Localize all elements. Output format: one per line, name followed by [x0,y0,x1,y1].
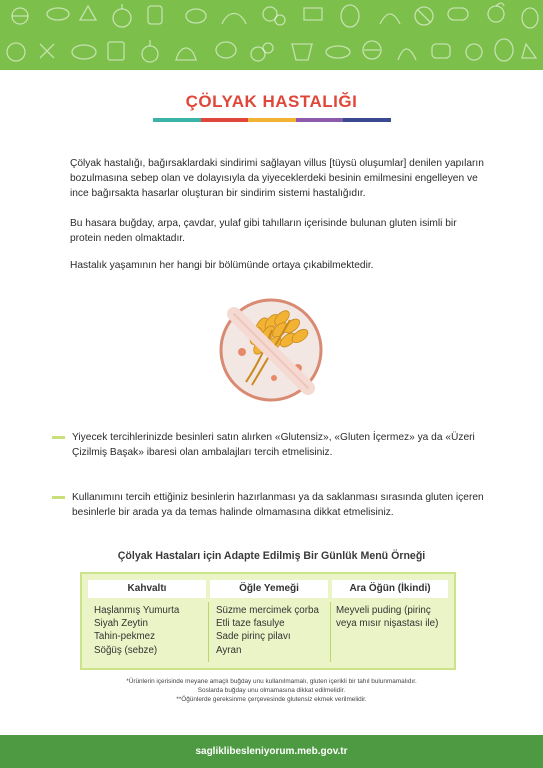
title-color-rule [153,118,391,122]
menu-table [80,572,456,670]
header-banner [0,0,543,70]
footnotes [0,677,543,704]
footnote: Soslarda buğday unu olmamasına dikkat edilmelidir. [197,687,346,694]
column-divider [208,602,209,662]
menu-header-breakfast: Kahvaltı [88,580,206,598]
tip-text: Yiyecek tercihlerinizde besinleri satın alırken «Glutensiz», «Gluten İçermez» ya da «Üzeri Çizilmiş Başak» ibaresi olan ambalajları tercih etmelisiniz. [72,432,475,458]
food-doodle-pattern [0,0,543,70]
bullet-dash-icon [52,496,65,499]
menu-header-lunch: Öğle Yemeği [210,580,328,598]
rule-segment [201,118,249,122]
menu-column-snack [336,604,446,630]
no-wheat-icon [212,290,330,408]
menu-item: Tahin-pekmez [94,631,155,643]
page-title: ÇÖLYAK HASTALIĞI [185,92,358,111]
menu-column-lunch [216,604,328,657]
footnote: **Öğünlerde gereksinme çerçevesinde glutensiz ekmek verilmelidir. [176,696,367,703]
rule-segment [248,118,296,122]
bullet-dash-icon [52,436,65,439]
cause-paragraph: Bu hasara buğday, arpa, çavdar, yulaf gibi tahılların içerisinde bulunan gluten isimli bir protein neden olmaktadır. [70,218,457,244]
menu-item: Söğüş (sebze) [94,644,158,656]
rule-segment [296,118,344,122]
footnote: *Ürünlerin içerisinde meyane amaçlı buğday unu kullanılmamalı, gluten içerikli bir tahıl bulunmamalıdır. [126,678,417,685]
rule-segment [343,118,391,122]
intro-paragraph: Çölyak hastalığı, bağırsaklardaki sindirimi sağlayan villus [tüysü oluşumlar] denilen yapıların bozulmasına sebep olan ve dolayısıyla da yiyeceklerdeki besinin emilmesini engelleyen ve ince bağırsakta hasarlar oluşturan bir sindirim sistemi hastalığıdır. [70,158,484,199]
rule-segment [153,118,201,122]
menu-title: Çölyak Hastaları için Adapte Edilmiş Bir Günlük Menü Örneği [117,550,426,562]
menu-item: Sade pirinç pilavı [216,631,291,643]
onset-paragraph: Hastalık yaşamının her hangi bir bölümünde ortaya çıkabilmektedir. [70,260,374,271]
menu-item: Ayran [216,644,242,656]
tip-text: Kullanımını tercih ettiğiniz besinlerin hazırlanması ya da saklanması sırasında gluten içeren besinlerle bir arada ya da temas halinde olmamasına dikkat etmelisiniz. [72,492,484,518]
footer-bar [0,735,543,768]
menu-column-breakfast [94,604,204,657]
menu-item: Meyveli puding (pirinç veya mısır nişastası ile) [336,605,439,630]
column-divider [330,602,331,662]
menu-item: Haşlanmış Yumurta [94,605,180,616]
menu-item: Etli taze fasulye [216,618,285,630]
menu-item: Siyah Zeytin [94,618,148,630]
menu-header-snack: Ara Öğün (İkindi) [332,580,448,598]
footer-website-link[interactable]: sagliklibesleniyorum.meb.gov.tr [195,746,348,757]
menu-item: Süzme mercimek çorba [216,605,319,616]
